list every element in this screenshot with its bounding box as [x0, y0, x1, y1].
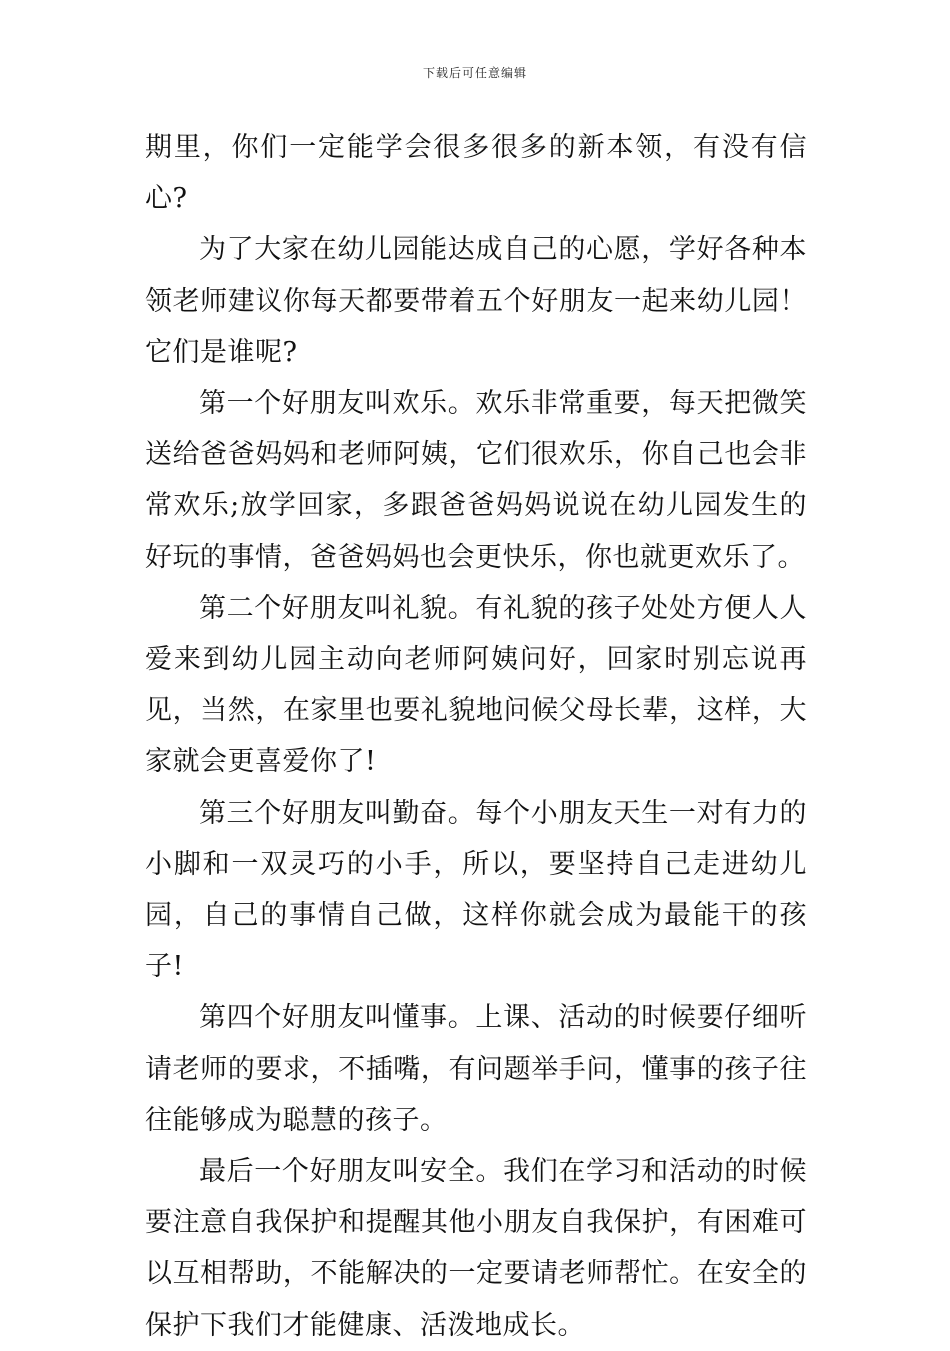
- paragraph-friend-politeness: 第二个好朋友叫礼貌。有礼貌的孩子处处方便人人爱来到幼儿园主动向老师阿姨问好，回家时别忘说再见，当然，在家里也要礼貌地问候父母长辈，这样，大家就会更喜爱你了!: [145, 592, 807, 778]
- paragraph-intro: 为了大家在幼儿园能达成自己的心愿，学好各种本领老师建议你每天都要带着五个好朋友一起来幼儿园！它们是谁呢?: [145, 234, 807, 368]
- paragraph-friend-joy: 第一个好朋友叫欢乐。欢乐非常重要，每天把微笑送给爸爸妈妈和老师阿姨，它们很欢乐，你自己也会非常欢乐;放学回家，多跟爸爸妈妈说说在幼儿园发生的好玩的事情，爸爸妈妈也会更快乐，你也就更欢乐了。: [145, 388, 807, 573]
- paragraph-friend-sensibility: 第四个好朋友叫懂事。上课、活动的时候要仔细听请老师的要求，不插嘴，有问题举手问，懂事的孩子往往能够成为聪慧的孩子。: [145, 1002, 807, 1136]
- paragraph-friend-safety: 最后一个好朋友叫安全。我们在学习和活动的时候要注意自我保护和提醒其他小朋友自我保护，有困难可以互相帮助，不能解决的一定要请老师帮忙。在安全的保护下我们才能健康、活泼地成长。: [145, 1156, 807, 1341]
- paragraph-friend-diligence: 第三个好朋友叫勤奋。每个小朋友天生一对有力的小脚和一双灵巧的小手，所以，要坚持自己走进幼儿园，自己的事情自己做，这样你就会成为最能干的孩子!: [145, 797, 807, 983]
- page-header: 下载后可任意编辑: [422, 66, 527, 80]
- paragraph-continuation: 期里，你们一定能学会很多很多的新本领，有没有信心?: [145, 132, 807, 215]
- document-body: [145, 122, 807, 1351]
